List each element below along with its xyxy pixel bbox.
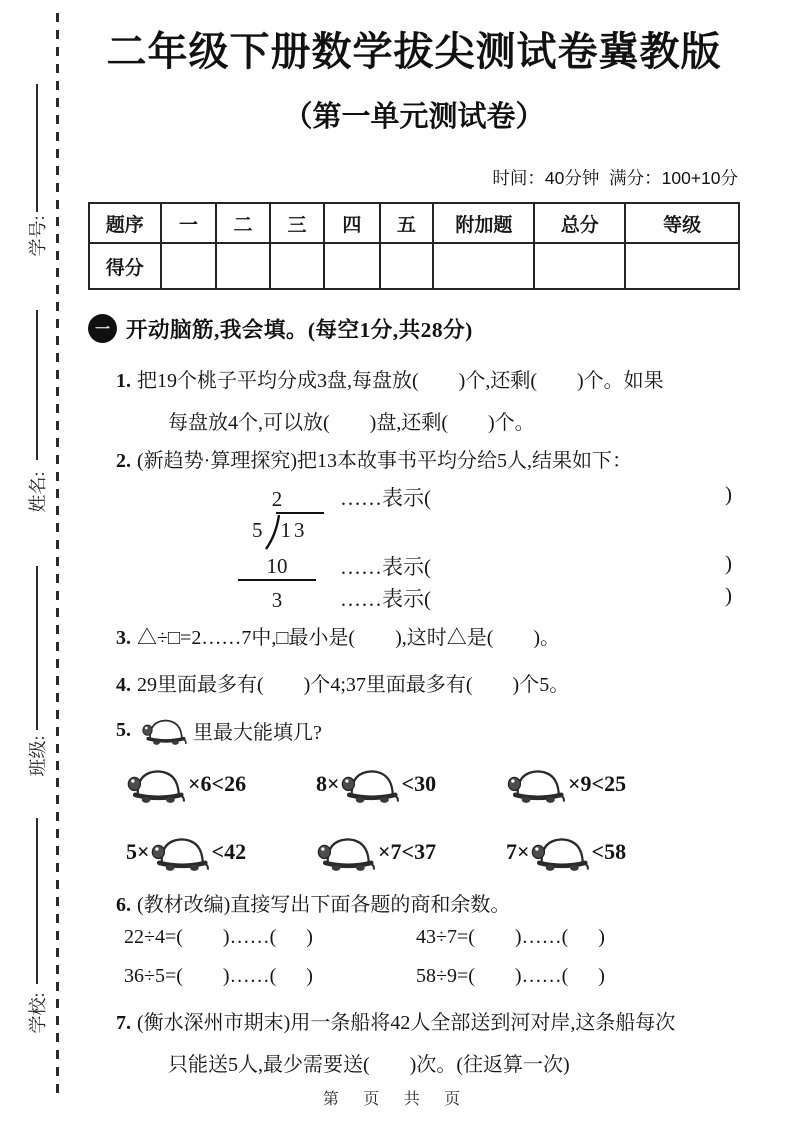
meaning-prefix: ……表示( <box>340 486 431 510</box>
score-table-cell: 二 <box>216 203 269 243</box>
score-blank-cell <box>324 243 379 289</box>
question-1-text-line2: 每盘放4个,可以放( )盘,还剩( )个。 <box>168 412 535 434</box>
turtle-inequality-item <box>316 824 496 880</box>
score-table-cell: 总分 <box>534 203 625 243</box>
meaning-close-paren: ) <box>725 551 732 575</box>
paper-subtitle: （第一单元测试卷） <box>283 101 545 133</box>
question-7-number: 7. <box>116 1012 131 1035</box>
school-writing-line <box>36 818 38 984</box>
class-writing-line <box>36 566 38 730</box>
score-table-cell: 题序 <box>89 203 161 243</box>
division-product-row <box>238 549 740 581</box>
division-exercise-item: 36÷5=( )……( ) <box>124 965 313 988</box>
expression-prefix: 7× <box>506 839 530 865</box>
expression-suffix: ×7<37 <box>378 839 437 865</box>
name-writing-line <box>36 310 38 460</box>
turtle-inequality-item <box>126 824 306 880</box>
turtle-inequality-item <box>506 756 686 812</box>
student-id-writing-line <box>36 84 38 212</box>
product-meaning-blank <box>340 551 732 581</box>
expression-suffix: <42 <box>211 839 247 865</box>
question-7-text-line2: 只能送5人,最少需要送( )次。(往返算一次) <box>168 1054 570 1077</box>
division-exercise-grid <box>124 926 704 988</box>
score-table-cell: 等级 <box>625 203 739 243</box>
score-table-cell: 一 <box>161 203 217 243</box>
turtle-icon <box>150 831 212 873</box>
paper-content <box>88 0 740 1086</box>
turtle-inequality-item <box>506 824 686 880</box>
question-5-text: 里最大能填几? <box>193 721 322 744</box>
student-id-label: 学号: <box>28 215 48 257</box>
cut-dashed-line <box>56 13 59 1095</box>
turtle-icon <box>506 763 568 805</box>
question-5-number: 5. <box>116 718 131 741</box>
question-4-number: 4. <box>116 674 131 696</box>
expression-suffix: <58 <box>591 839 627 865</box>
division-exercise-item: 43÷7=( )……( ) <box>416 926 605 949</box>
score-blank-cell <box>380 243 434 289</box>
score-blank-cell <box>433 243 534 289</box>
question-1 <box>88 360 740 444</box>
expression-suffix: ×9<25 <box>568 771 627 797</box>
section-number-badge: 一 <box>88 314 117 343</box>
score-blank-cell <box>534 243 625 289</box>
meaning-prefix: ……表示( <box>340 555 431 579</box>
expression-prefix: 5× <box>126 839 150 865</box>
score-row-label: 得分 <box>89 243 161 289</box>
question-6 <box>88 890 740 920</box>
question-3-number: 3. <box>116 627 131 649</box>
page-footer: 第 页 共 页 <box>322 1091 471 1108</box>
question-3 <box>88 623 740 653</box>
time-score-info: 时间：40分钟 满分：100+10分 <box>492 168 738 188</box>
meaning-close-paren: ) <box>725 583 732 607</box>
question-6-text: (教材改编)直接写出下面各题的商和余数。 <box>137 894 511 917</box>
score-blank-cell <box>161 243 217 289</box>
class-label: 班级: <box>28 735 48 777</box>
remainder-meaning-blank <box>340 583 732 613</box>
division-remainder-row <box>238 581 740 613</box>
division-quotient: 2 <box>271 487 283 511</box>
score-table-header-row <box>89 203 739 243</box>
division-exercise-item: 22÷4=( )……( ) <box>124 926 313 949</box>
turtle-icon <box>126 763 188 805</box>
turtle-icon <box>530 831 592 873</box>
question-5 <box>88 714 740 746</box>
question-6-number: 6. <box>116 894 131 917</box>
meaning-close-paren: ) <box>725 482 732 506</box>
division-quotient-row <box>238 480 740 512</box>
score-table-cell: 四 <box>324 203 379 243</box>
name-label: 姓名: <box>28 471 48 513</box>
division-dividend: 13 <box>276 512 324 543</box>
section-one-header <box>88 313 740 344</box>
turtle-inequality-item <box>126 756 306 812</box>
long-division-block <box>238 480 740 613</box>
score-table-cell: 三 <box>270 203 325 243</box>
score-table <box>88 202 740 290</box>
question-7 <box>88 1002 740 1086</box>
score-table-cell: 五 <box>380 203 434 243</box>
score-table-cell: 附加题 <box>433 203 534 243</box>
expression-prefix: 8× <box>316 771 340 797</box>
question-1-number: 1. <box>116 370 131 392</box>
turtle-icon <box>141 714 189 746</box>
division-bracket-row <box>238 512 740 549</box>
expression-suffix: <30 <box>401 771 437 797</box>
score-blank-cell <box>216 243 269 289</box>
question-2-text: (新趋势·算理探究)把13本故事书平均分给5人,结果如下： <box>137 450 632 472</box>
score-table-score-row <box>89 243 739 289</box>
question-1-text-line1: 把19个桃子平均分成3盘,每盘放( )个,还剩( )个。如果 <box>137 370 664 392</box>
division-exercise-item: 58÷9=( )……( ) <box>416 965 605 988</box>
score-blank-cell <box>270 243 325 289</box>
division-divisor: 5 <box>252 518 263 542</box>
meaning-prefix: ……表示( <box>340 587 431 611</box>
school-label: 学校: <box>28 992 48 1034</box>
turtle-icon <box>316 831 378 873</box>
turtle-icon <box>340 763 402 805</box>
question-2-number: 2. <box>116 450 131 472</box>
question-4 <box>88 670 740 700</box>
turtle-inequality-grid <box>126 756 686 880</box>
question-7-text-line1: (衡水深州市期末)用一条船将42人全部送到河对岸,这条船每次 <box>137 1012 676 1035</box>
expression-suffix: ×6<26 <box>188 771 247 797</box>
division-remainder: 3 <box>271 588 283 612</box>
score-blank-cell <box>625 243 739 289</box>
turtle-inequality-item <box>316 756 496 812</box>
quotient-meaning-blank <box>340 482 732 512</box>
section-title: 开动脑筋,我会填。(每空1分,共28分) <box>126 318 473 342</box>
question-3-text: △÷□=2……7中,□最小是( ),这时△是( )。 <box>137 627 561 649</box>
paper-title: 二年级下册数学拔尖测试卷冀教版 <box>106 30 722 74</box>
question-4-text: 29里面最多有( )个4;37里面最多有( )个5。 <box>137 674 570 696</box>
question-2 <box>88 446 740 476</box>
division-product: 10 <box>238 554 316 581</box>
